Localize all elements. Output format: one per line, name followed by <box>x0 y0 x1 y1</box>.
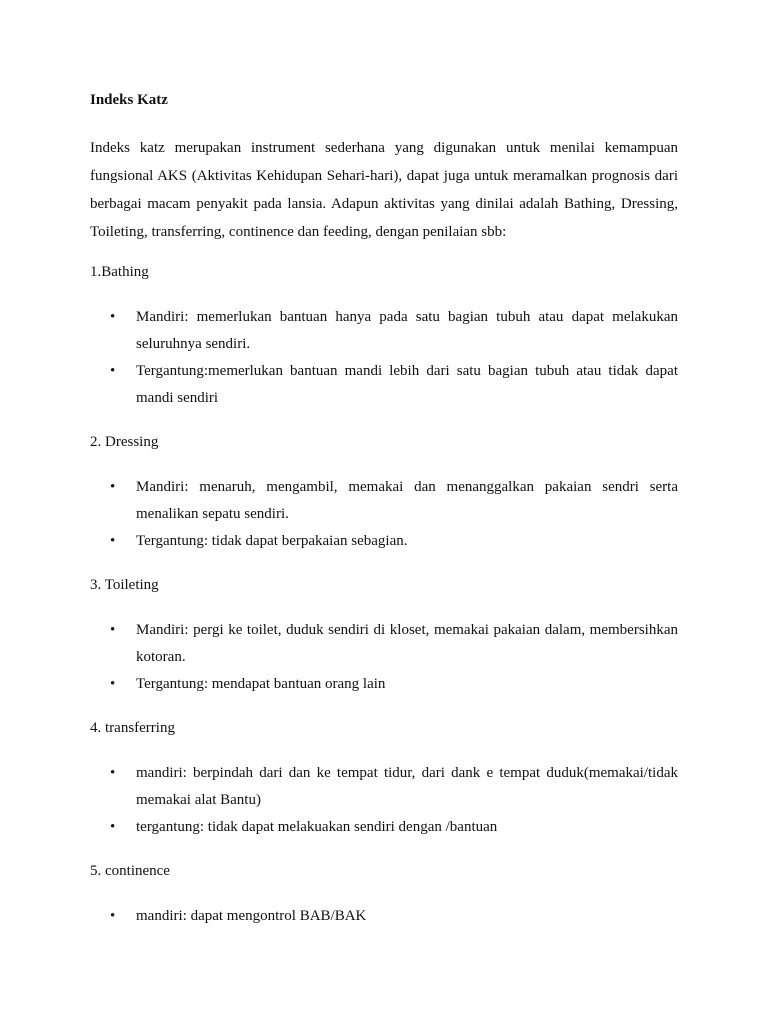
list-item: • mandiri: dapat mengontrol BAB/BAK <box>90 903 678 930</box>
dressing-list <box>90 474 678 555</box>
list-item: • Mandiri: pergi ke toilet, duduk sendiri di kloset, memakai pakaian dalam, membersihkan kotoran. <box>90 617 678 671</box>
list-item: • Tergantung:memerlukan bantuan mandi lebih dari satu bagian tubuh atau tidak dapat mandi sendiri <box>90 358 678 412</box>
list-item: • mandiri: berpindah dari dan ke tempat tidur, dari dank e tempat duduk(memakai/tidak memakai alat Bantu) <box>90 760 678 814</box>
list-item: • Tergantung: mendapat bantuan orang lain <box>90 671 678 698</box>
section-heading-dressing: 2. Dressing <box>90 434 159 450</box>
bullet-icon: • <box>110 363 116 379</box>
list-item: • tergantung: tidak dapat melakuakan sendiri dengan /bantuan <box>90 814 678 841</box>
bullet-icon: • <box>110 765 116 781</box>
bullet-icon: • <box>110 622 116 638</box>
section-heading-toileting: 3. Toileting <box>90 577 159 593</box>
bullet-icon: • <box>110 533 116 549</box>
bullet-icon: • <box>110 908 116 924</box>
document-title: Indeks Katz <box>90 92 168 108</box>
bullet-icon: • <box>110 309 116 325</box>
section-heading-transferring: 4. transferring <box>90 720 175 736</box>
section-heading-bathing: 1.Bathing <box>90 264 149 280</box>
bullet-icon: • <box>110 676 116 692</box>
continence-list <box>90 903 678 930</box>
section-heading-continence: 5. continence <box>90 863 170 879</box>
transferring-list <box>90 760 678 841</box>
toileting-list <box>90 617 678 698</box>
bathing-list <box>90 304 678 412</box>
bullet-icon: • <box>110 479 116 495</box>
list-item: • Mandiri: memerlukan bantuan hanya pada satu bagian tubuh atau dapat melakukan seluruhnya sendiri. <box>90 304 678 358</box>
bullet-icon: • <box>110 819 116 835</box>
list-item: • Mandiri: menaruh, mengambil, memakai dan menanggalkan pakaian sendri serta menalikan sepatu sendiri. <box>90 474 678 528</box>
intro-paragraph: Indeks katz merupakan instrument sederhana yang digunakan untuk menilai kemampuan fungsional AKS (Aktivitas Kehidupan Sehari-hari), dapat juga untuk meramalkan prognosis dari berbagai macam penyakit pada lansia. Adapun aktivitas yang dinilai adalah Bathing, Dressing, Toileting, transferring, continence dan feeding, dengan penilaian sbb: <box>90 140 678 240</box>
list-item: • Tergantung: tidak dapat berpakaian sebagian. <box>90 528 678 555</box>
